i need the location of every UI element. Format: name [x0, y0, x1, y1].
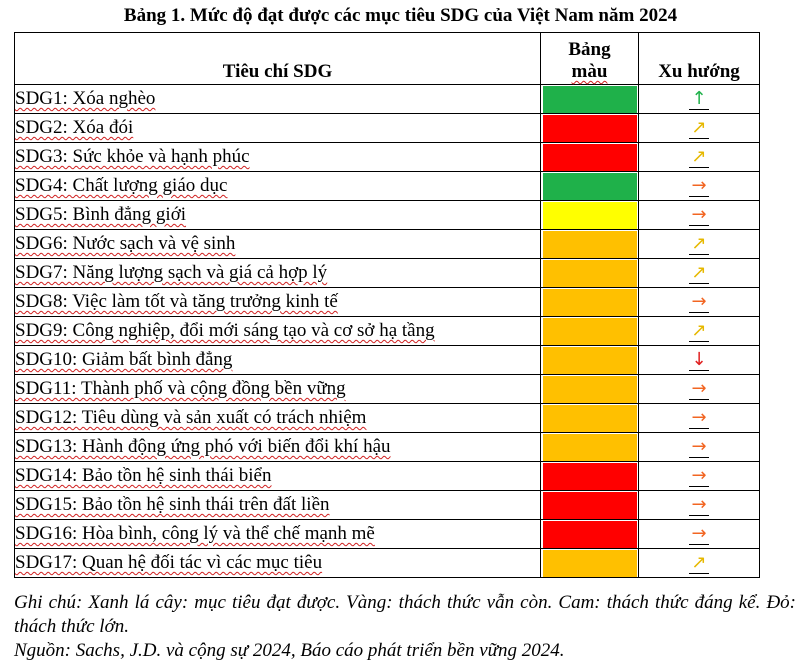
status-color-swatch [543, 550, 637, 577]
header-row [15, 33, 760, 85]
table-title: Bảng 1. Mức độ đạt được các mục tiêu SDG của Việt Nam năm 2024 [123, 5, 678, 26]
trend-arrow-icon: → [691, 465, 707, 486]
table-row [15, 85, 760, 114]
trend-cell [639, 114, 760, 143]
table-row [15, 462, 760, 491]
table-row [15, 114, 760, 143]
sdg-criterion-label: SDG5: Bình đẳng giới [15, 204, 187, 225]
sdg-criterion-label: SDG14: Bảo tồn hệ sinh thái biển [15, 465, 272, 486]
sdg-criterion-label: SDG6: Nước sạch và vệ sinh [15, 233, 236, 254]
sdg-criterion-label: SDG17: Quan hệ đối tác vì các mục tiêu [15, 552, 323, 573]
sdg-criterion-label: SDG16: Hòa bình, công lý và thể chế mạnh mẽ [15, 523, 375, 544]
status-color-swatch [543, 521, 637, 548]
header-color-line2: màu [571, 61, 608, 82]
legend-note: Ghi chú: Xanh lá cây: mục tiêu đạt được. Vàng: thách thức vẫn còn. Cam: thách thức đáng kể. Đỏ: thách thức lớn. [14, 592, 796, 637]
sdg-criterion-label: SDG4: Chất lượng giáo dục [15, 175, 228, 196]
sdg-criterion [15, 491, 541, 520]
status-color-cell [541, 520, 639, 549]
source-note: Nguồn: Sachs, J.D. và cộng sự 2024, Báo cáo phát triển bền vững 2024. [14, 640, 565, 661]
sdg-criterion [15, 114, 541, 143]
sdg-criterion-label: SDG1: Xóa nghèo [15, 88, 156, 109]
sdg-criterion [15, 288, 541, 317]
trend-arrow-icon: → [691, 436, 707, 457]
status-color-cell [541, 172, 639, 201]
status-color-swatch [543, 492, 637, 519]
trend-arrow-icon: ↗ [691, 146, 707, 167]
trend-cell [639, 433, 760, 462]
sdg-criterion [15, 317, 541, 346]
status-color-swatch [543, 405, 637, 432]
sdg-criterion [15, 520, 541, 549]
status-color-cell [541, 317, 639, 346]
header-color-line1: Bảng [568, 39, 611, 60]
status-color-swatch [543, 463, 637, 490]
sdg-criterion [15, 462, 541, 491]
table-row [15, 491, 760, 520]
status-color-swatch [543, 318, 637, 345]
table-notes [14, 591, 796, 663]
sdg-criterion-label: SDG8: Việc làm tốt và tăng trưởng kinh tế [15, 291, 338, 312]
trend-cell [639, 520, 760, 549]
sdg-table [14, 32, 760, 578]
status-color-cell [541, 288, 639, 317]
status-color-cell [541, 143, 639, 172]
status-color-swatch [543, 86, 637, 113]
trend-cell [639, 491, 760, 520]
table-row [15, 201, 760, 230]
trend-cell [639, 85, 760, 114]
status-color-cell [541, 85, 639, 114]
trend-cell [639, 404, 760, 433]
trend-cell [639, 259, 760, 288]
status-color-swatch [543, 376, 637, 403]
trend-arrow-icon: ↗ [691, 262, 707, 283]
trend-cell [639, 201, 760, 230]
trend-arrow-icon: → [691, 378, 707, 399]
status-color-cell [541, 114, 639, 143]
trend-arrow-icon: → [691, 523, 707, 544]
trend-arrow-icon: ↗ [691, 552, 707, 573]
trend-arrow-icon: → [691, 175, 707, 196]
header-color [541, 33, 639, 85]
status-color-swatch [543, 202, 637, 229]
status-color-swatch [543, 260, 637, 287]
trend-arrow-icon: → [691, 204, 707, 225]
status-color-cell [541, 259, 639, 288]
status-color-swatch [543, 173, 637, 200]
trend-arrow-icon: ↗ [691, 117, 707, 138]
trend-cell [639, 462, 760, 491]
sdg-criterion [15, 259, 541, 288]
trend-cell [639, 288, 760, 317]
sdg-criterion-label: SDG2: Xóa đói [15, 117, 134, 138]
sdg-criterion [15, 549, 541, 578]
sdg-criterion [15, 172, 541, 201]
header-trend: Xu hướng [639, 33, 760, 85]
table-row [15, 259, 760, 288]
status-color-cell [541, 433, 639, 462]
table-row [15, 433, 760, 462]
table-row [15, 288, 760, 317]
status-color-cell [541, 462, 639, 491]
sdg-criterion-label: SDG3: Sức khỏe và hạnh phúc [15, 146, 250, 167]
sdg-criterion-label: SDG13: Hành động ứng phó với biến đổi khí hậu [15, 436, 391, 457]
trend-cell [639, 172, 760, 201]
sdg-criterion-label: SDG15: Bảo tồn hệ sinh thái trên đất liền [15, 494, 330, 515]
trend-arrow-icon: → [691, 291, 707, 312]
sdg-criterion [15, 404, 541, 433]
table-row [15, 172, 760, 201]
trend-cell [639, 375, 760, 404]
table-row [15, 375, 760, 404]
sdg-criterion-label: SDG11: Thành phố và cộng đồng bền vững [15, 378, 346, 399]
status-color-cell [541, 404, 639, 433]
status-color-swatch [543, 144, 637, 171]
table-row [15, 520, 760, 549]
status-color-swatch [543, 115, 637, 142]
table-body [15, 85, 760, 578]
sdg-criterion [15, 143, 541, 172]
trend-arrow-icon: ↗ [691, 233, 707, 254]
table-row [15, 346, 760, 375]
table-row [15, 143, 760, 172]
table-row [15, 404, 760, 433]
table-row [15, 549, 760, 578]
sdg-criterion [15, 230, 541, 259]
status-color-cell [541, 201, 639, 230]
status-color-swatch [543, 289, 637, 316]
sdg-criterion-label: SDG12: Tiêu dùng và sản xuất có trách nhiệm [15, 407, 367, 428]
sdg-criterion [15, 433, 541, 462]
sdg-criterion-label: SDG10: Giảm bất bình đẳng [15, 349, 233, 370]
trend-arrow-icon: ↗ [691, 320, 707, 341]
trend-cell [639, 230, 760, 259]
status-color-swatch [543, 347, 637, 374]
sdg-criterion-label: SDG9: Công nghiệp, đổi mới sáng tạo và cơ sở hạ tầng [15, 320, 435, 341]
status-color-cell [541, 549, 639, 578]
trend-arrow-icon: ↑ [691, 88, 707, 109]
status-color-swatch [543, 434, 637, 461]
status-color-swatch [543, 231, 637, 258]
status-color-cell [541, 346, 639, 375]
header-criteria: Tiêu chí SDG [15, 33, 541, 85]
status-color-cell [541, 230, 639, 259]
trend-cell [639, 143, 760, 172]
table-row [15, 317, 760, 346]
sdg-criterion-label: SDG7: Năng lượng sạch và giá cả hợp lý [15, 262, 328, 283]
table-row [15, 230, 760, 259]
sdg-criterion [15, 201, 541, 230]
status-color-cell [541, 491, 639, 520]
trend-arrow-icon: → [691, 494, 707, 515]
trend-cell [639, 317, 760, 346]
sdg-criterion [15, 346, 541, 375]
sdg-criterion [15, 85, 541, 114]
trend-cell [639, 346, 760, 375]
trend-arrow-icon: ↓ [691, 349, 707, 370]
trend-arrow-icon: → [691, 407, 707, 428]
sdg-criterion [15, 375, 541, 404]
status-color-cell [541, 375, 639, 404]
trend-cell [639, 549, 760, 578]
